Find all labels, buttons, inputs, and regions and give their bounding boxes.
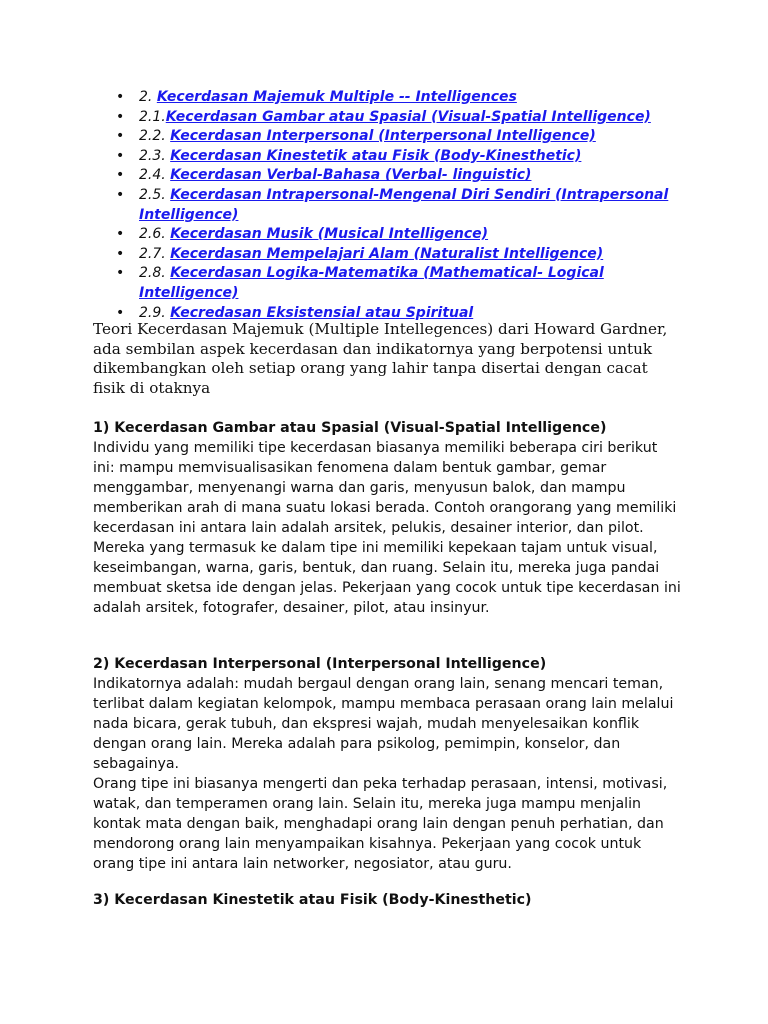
- toc-link[interactable]: Kecerdasan Intrapersonal-Mengenal Diri Sendiri (Intrapersonal Intelligence): [139, 186, 669, 223]
- section-heading: 1) Kecerdasan Gambar atau Spasial (Visual-Spatial Intelligence): [93, 420, 607, 436]
- bullet-icon: •: [116, 304, 125, 321]
- section-kinesthetic: [93, 890, 683, 910]
- section-paragraph: Indikatornya adalah: mudah bergaul dengan orang lain, senang mencari teman, terlibat dalam kegiatan kelompok, mampu membaca perasaan orang lain melalui nada bicara, gerak tubuh, dan ekspresi wajah, mudah menyelesaikan konflik dengan orang lain. Mereka adalah para psikolog, pemimpin, konselor, dan sebagainya.: [93, 676, 674, 772]
- toc-number: 2.6.: [139, 226, 171, 243]
- toc-number: 2.8.: [139, 265, 171, 282]
- toc-number: 2.2.: [139, 128, 171, 145]
- toc-number: 2.1.: [139, 108, 166, 125]
- bullet-icon: •: [116, 186, 125, 203]
- toc-number: 2.7.: [139, 245, 171, 262]
- toc-item: [116, 108, 699, 128]
- bullet-icon: •: [116, 147, 125, 164]
- bullet-icon: •: [116, 89, 125, 105]
- toc-number: 2.9.: [139, 304, 171, 321]
- section-interpersonal: [93, 654, 683, 874]
- toc-number: 2.: [139, 89, 157, 105]
- bullet-icon: •: [116, 245, 125, 262]
- section-paragraph: Mereka yang termasuk ke dalam tipe ini memiliki kepekaan tajam untuk visual, keseimbangan, warna, garis, bentuk, dan ruang. Selain itu, mereka juga pandai membuat sketsa ide dengan jelas. Pekerjaan yang cocok untuk tipe kecerdasan ini adalah arsitek, fotografer, desainer, pilot, atau insinyur.: [93, 540, 681, 616]
- bullet-icon: •: [116, 128, 125, 145]
- section-paragraph: Orang tipe ini biasanya mengerti dan peka terhadap perasaan, intensi, motivasi, watak, dan temperamen orang lain. Selain itu, mereka juga mampu menjalin kontak mata dengan baik, menghadapi orang lain dengan penuh perhatian, dan mendorong orang lain menyampaikan kisahnya. Pekerjaan yang cocok untuk orang tipe ini antara lain networker, negosiator, atau guru.: [93, 776, 668, 872]
- bullet-icon: •: [116, 265, 125, 282]
- toc-item: [116, 166, 699, 186]
- toc-link[interactable]: Kecredasan Eksistensial atau Spiritual: [170, 304, 474, 321]
- toc-number: 2.3.: [139, 147, 171, 164]
- toc-link[interactable]: Kecerdasan Verbal-Bahasa (Verbal- linguistic): [170, 167, 532, 184]
- toc-item: [116, 88, 699, 108]
- toc-link[interactable]: Kecerdasan Gambar atau Spasial (Visual-Spatial Intelligence): [165, 108, 651, 125]
- table-of-contents: [116, 88, 699, 323]
- section-paragraph: Individu yang memiliki tipe kecerdasan biasanya memiliki beberapa ciri berikut ini: mampu memvisualisasikan fenomena dalam bentuk gambar, gemar menggambar, menyenangi warna dan garis, menyusun balok, dan mampu memberikan arah di mana suatu lokasi berada. Contoh orangorang yang memiliki kecerdasan ini antara lain adalah arsitek, pelukis, desainer interior, dan pilot.: [93, 440, 677, 536]
- toc-link[interactable]: Kecerdasan Mempelajari Alam (Naturalist Intelligence): [170, 245, 604, 262]
- toc-link[interactable]: Kecerdasan Interpersonal (Interpersonal Intelligence): [170, 128, 596, 145]
- bullet-icon: •: [116, 108, 125, 125]
- toc-item: [116, 127, 699, 147]
- toc-item: [116, 186, 699, 225]
- toc-link[interactable]: Kecerdasan Musik (Musical Intelligence): [170, 226, 489, 243]
- toc-number: 2.4.: [139, 167, 171, 184]
- section-heading: 2) Kecerdasan Interpersonal (Interpersonal Intelligence): [93, 656, 547, 672]
- toc-item: [116, 225, 699, 245]
- intro-paragraph: Teori Kecerdasan Majemuk (Multiple Intellegences) dari Howard Gardner, ada sembilan aspek kecerdasan dan indikatornya yang berpotensi untuk dikembangkan oleh setiap orang yang lahir tanpa disertai dengan cacat fisik di otaknya: [93, 320, 668, 398]
- toc-link[interactable]: Kecerdasan Kinestetik atau Fisik (Body-Kinesthetic): [170, 147, 582, 164]
- toc-link[interactable]: Kecerdasan Logika-Matematika (Mathematical- Logical Intelligence): [139, 265, 604, 301]
- toc-number: 2.5.: [139, 186, 171, 203]
- bullet-icon: •: [116, 167, 125, 184]
- toc-item: [116, 264, 699, 303]
- toc-item: [116, 245, 699, 265]
- section-visual-spatial: [93, 418, 683, 618]
- toc-item: [116, 147, 699, 167]
- section-heading: 3) Kecerdasan Kinestetik atau Fisik (Body-Kinesthetic): [93, 892, 532, 908]
- toc-link[interactable]: Kecerdasan Majemuk Multiple -- Intelligences: [156, 89, 517, 105]
- bullet-icon: •: [116, 226, 125, 243]
